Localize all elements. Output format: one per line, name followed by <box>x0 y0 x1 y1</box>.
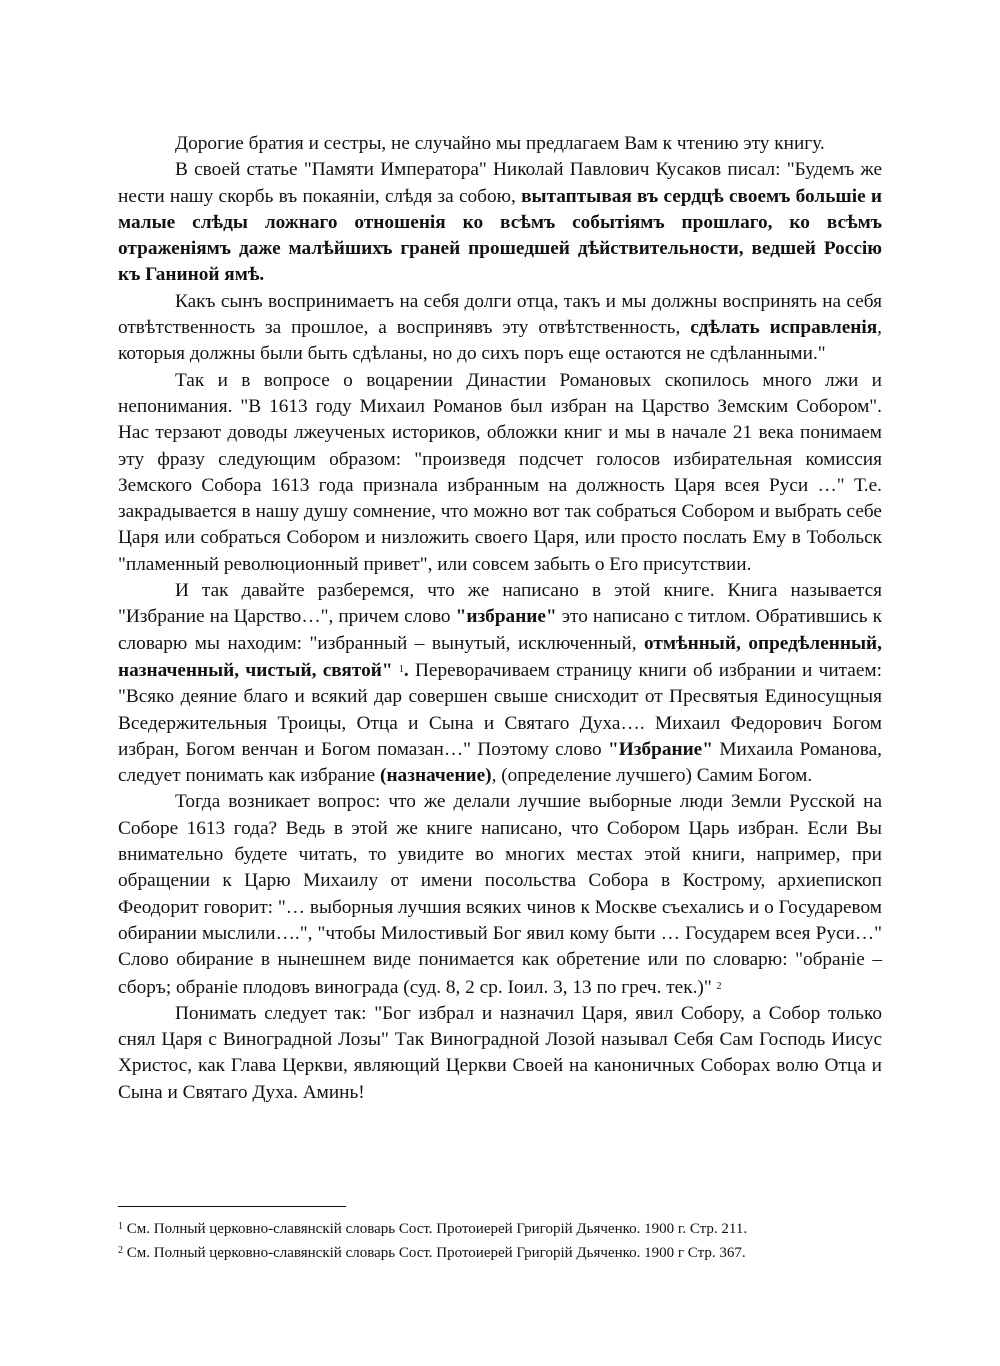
bold-text: отмѣнный, опредѣленный, назначенный, чистый, святой" <box>118 632 882 681</box>
bold-text: (назначение) <box>380 765 492 787</box>
footnote-ref-1[interactable]: 1 <box>398 663 404 675</box>
paragraph-kusakov-quote: В своей статье "Памяти Императора" Николай Павлович Кусаков писал: "Будемъ же нести нашу скорбь въ покаяніи, слѣдя за собою, вытаптывая въ сердцѣ своемъ большіе и малые слѣды ложнаго отношенія ко всѣмъ событіямъ прошлаго, ко всѣмъ отраженіямъ даже малѣйшихъ граней прошедшей дѣйствительности, ведшей Россію къ Ганиной ямѣ. <box>118 159 882 286</box>
bold-text: вытаптывая въ сердцѣ своемъ большіе и малые слѣды ложнаго отношенія ко всѣмъ событіямъ прошлаго, ко всѣмъ отраженіямъ даже малѣйшихъ граней прошедшей дѣйствительности, ведшей Россію къ Ганиной ямѣ. <box>118 185 882 286</box>
footnote-separator <box>118 1206 346 1207</box>
paragraph-izbranie-meaning: И так давайте разберемся, что же написано в этой книге. Книга называется "Избрание на Царство…", причем слово "избрание" это написано с титлом. Обратившись к словарю мы находим: "избранный – вынутый, исключенный, отмѣнный, опредѣленный, назначенный, чистый, святой" $^1$. Переворачиваем страницу книги об избрании и читаем: "Всяко деяние благо и всякий дар совершен свыше снисходит от Пресвятыя Единосущныя Вседержительныя Троицы, Отца и Сына и Святаго Духа…. Михаил Федорович Богом избран, Богом венчан и Богом помазан…" Поэтому слово "Избрание" Михаила Романова, следует понимать как избрание (назначение), (определение лучшего) Самим Богом. <box>118 580 882 787</box>
bold-text: "избрание" <box>455 606 557 628</box>
footnote-ref-2[interactable]: 2 <box>716 980 722 992</box>
document-body <box>118 131 882 1106</box>
bold-text: "Избрание" <box>608 738 713 760</box>
paragraph-sobor-question: Тогда возникает вопрос: что же делали лучшие выборные люди Земли Русской на Соборе 1613 года? Ведь в этой же книге написано, что Собором Царь избран. Если Вы внимательно будете читать, то увидите во многих местах этой книги, например, при обращении к Царю Михаилу от имени посольства Собора в Кострому, архиепископ Феодорит говорит: "… выборныя лучшия всяких чинов к Москве съехались и о Государевом обирании мыслили….", "чтобы Милостивый Бог явил кому быти … Государем всея Руси…" Слово обирание в нынешнем виде понимается как обретение или по словарю: "обраніе – сборъ; обраніе плодовъ винограда (суд. 8, 2 ср. Іоил. 3, 13 по греч. тек.)" $^2$ <box>118 791 882 998</box>
paragraph-intro: Дорогие братия и сестры, не случайно мы предлагаем Вам к чтению эту книгу. <box>175 133 825 154</box>
paragraph-romanov-election: Так и в вопросе о воцарении Династии Романовых скопилось много лжи и непонимания. "В 1613 году Михаил Романов был избран на Царство Земским Собором". Нас терзают доводы лжеученых историков, обложки книг и мы в начале 21 века понимаем эту фразу следующим образом: "произведя подсчет голосов избирательная комиссия Земского Собора 1613 года признала избранным на должность Царя всея Руси …" Т.е. закрадывается в нашу душу сомнение, что можно вот так собраться Собором и выбрать себе Царя или собраться Собором и низложить своего Царя, или просто послать Ему в Тобольск "пламенный революционный привет", или совсем забыть о Его присутствии. <box>118 369 882 575</box>
paragraph-responsibility: Какъ сынъ воспринимаетъ на себя долги отца, такъ и мы должны воспринять на себя отвѣтственность за прошлое, а воспринявъ эту отвѣтственность, сдѣлать исправленія, которыя должны были быть сдѣланы, но до сихъ поръ еще остаются не сдѣланными." <box>118 290 882 365</box>
footnote-2: $^2$ См. Полный церковно-славянскій словарь Сост. Протоиерей Григорій Дьяченко. 1900 г Стр. 367. <box>118 1245 746 1261</box>
bold-text: сдѣлать исправленія <box>690 317 878 339</box>
footnote-1: $^1$ См. Полный церковно-славянскій словарь Сост. Протоиерей Григорій Дьяченко. 1900 г. Стр. 211. <box>118 1221 748 1237</box>
paragraph-conclusion: Понимать следует так: "Бог избрал и назначил Царя, явил Собору, а Собор только снял Царя с Виноградной Лозы" Так Виноградной Лозой называл Себя Сам Господь Иисус Христос, как Глава Церкви, являющий Церкви Своей на каноничных Соборах волю Отца и Сына и Святаго Духа. Аминь! <box>118 1002 882 1103</box>
footnotes <box>118 1216 898 1264</box>
